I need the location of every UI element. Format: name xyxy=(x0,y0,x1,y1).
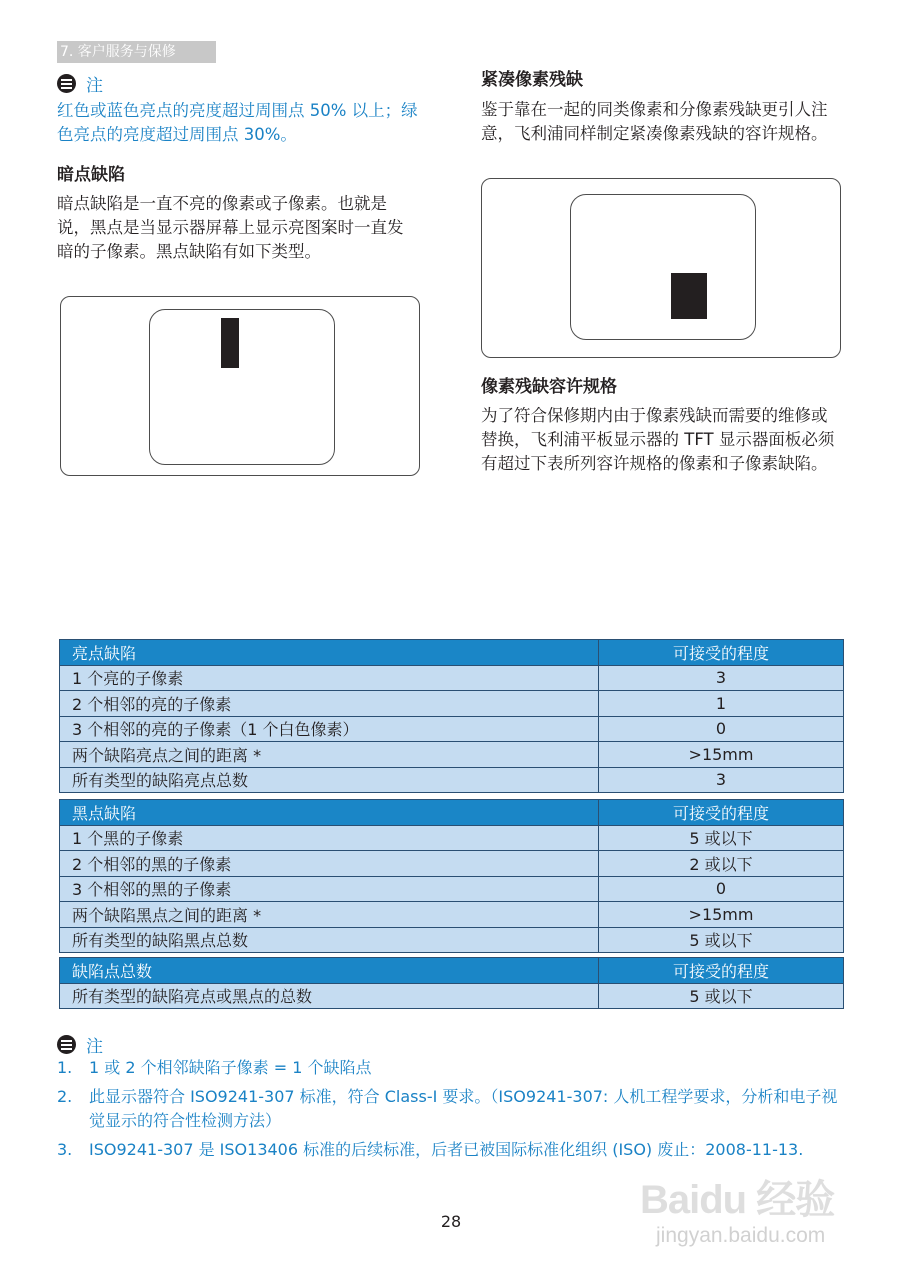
table-header-cell: 可接受的程度 xyxy=(599,640,844,666)
total-defect-table xyxy=(59,957,844,1009)
table-cell: 1 xyxy=(599,691,844,717)
table-cell: 3 个相邻的黑的子像素 xyxy=(60,876,599,902)
table-header-cell: 黑点缺陷 xyxy=(60,800,599,826)
table-row xyxy=(60,876,844,902)
table-row xyxy=(60,825,844,851)
table-cell: 1 个黑的子像素 xyxy=(60,825,599,851)
note-text: 红色或蓝色亮点的亮度超过周围点 50% 以上；绿色亮点的亮度超过周围点 30%。 xyxy=(57,101,418,144)
table-row xyxy=(60,902,844,928)
table-row xyxy=(60,716,844,742)
black-dot-table xyxy=(59,799,844,953)
table-cell: 所有类型的缺陷亮点或黑点的总数 xyxy=(60,983,599,1009)
watermark-logo: Baidu 经验 xyxy=(640,1178,835,1222)
table-cell: 3 xyxy=(599,665,844,691)
close-defect-heading: 紧凑像素残缺 xyxy=(481,70,583,90)
table-row xyxy=(60,665,844,691)
table-header-cell: 缺陷点总数 xyxy=(60,958,599,984)
tolerance-heading: 像素残缺容许规格 xyxy=(481,377,617,397)
dark-dot-figure xyxy=(60,296,420,476)
table-row xyxy=(60,983,844,1009)
list-item-text: 1 或 2 个相邻缺陷子像素 = 1 个缺陷点 xyxy=(89,1058,372,1077)
watermark-url: jingyan.baidu.com xyxy=(656,1224,826,1247)
note-heading xyxy=(57,71,103,96)
note-label: 注 xyxy=(86,76,103,96)
table-header-cell: 可接受的程度 xyxy=(599,800,844,826)
note-icon xyxy=(57,74,76,93)
table-row xyxy=(60,851,844,877)
table-cell: 5 或以下 xyxy=(599,825,844,851)
dark-dot-heading: 暗点缺陷 xyxy=(57,165,125,185)
table-cell: >15mm xyxy=(599,902,844,928)
list-item xyxy=(57,1138,847,1162)
table-cell: 所有类型的缺陷亮点总数 xyxy=(60,767,599,793)
notes-heading xyxy=(57,1032,103,1057)
dark-pixel-cluster xyxy=(671,273,707,319)
list-item-text: ISO9241-307 是 ISO13406 标准的后续标准，后者已被国际标准化组织 (ISO) 废止：2008-11-13. xyxy=(89,1140,804,1159)
table-cell: 2 或以下 xyxy=(599,851,844,877)
table-cell: 1 个亮的子像素 xyxy=(60,665,599,691)
screen-outline xyxy=(570,194,756,340)
table-cell: 0 xyxy=(599,716,844,742)
notes-label: 注 xyxy=(86,1037,103,1057)
note-icon xyxy=(57,1035,76,1054)
page-number: 28 xyxy=(440,1212,462,1231)
section-tab: 7. 客户服务与保修 xyxy=(57,41,216,63)
table-cell: 5 或以下 xyxy=(599,927,844,953)
table-cell: 3 xyxy=(599,767,844,793)
table-header-row xyxy=(60,800,844,826)
list-item-number: 1. xyxy=(57,1058,73,1077)
table-cell: 所有类型的缺陷黑点总数 xyxy=(60,927,599,953)
table-cell: 两个缺陷亮点之间的距离 * xyxy=(60,742,599,768)
table-header-cell: 可接受的程度 xyxy=(599,958,844,984)
table-row xyxy=(60,767,844,793)
table-header-row xyxy=(60,958,844,984)
notes-list xyxy=(57,1056,847,1167)
table-cell: 0 xyxy=(599,876,844,902)
list-item-number: 2. xyxy=(57,1087,73,1106)
list-item xyxy=(57,1056,847,1080)
table-cell: 2 个相邻的亮的子像素 xyxy=(60,691,599,717)
table-cell: >15mm xyxy=(599,742,844,768)
tolerance-text: 为了符合保修期内由于像素残缺而需要的维修或替换，飞利浦平板显示器的 TFT 显示器面板必须有超过下表所列容许规格的像素和子像素缺陷。 xyxy=(481,406,835,473)
table-row xyxy=(60,742,844,768)
dark-dot-text: 暗点缺陷是一直不亮的像素或子像素。也就是说，黑点是当显示器屏幕上显示亮图案时一直发暗的子像素。黑点缺陷有如下类型。 xyxy=(57,194,404,261)
table-row xyxy=(60,691,844,717)
list-item-number: 3. xyxy=(57,1140,73,1159)
table-cell: 3 个相邻的亮的子像素（1 个白色像素） xyxy=(60,716,599,742)
list-item-text: 此显示器符合 ISO9241-307 标准，符合 Class-I 要求。（ISO9241-307: 人机工程学要求，分析和电子视觉显示的符合性检测方法） xyxy=(89,1087,838,1130)
list-item xyxy=(57,1085,847,1133)
close-defect-figure xyxy=(481,178,841,358)
dark-subpixel xyxy=(221,318,239,368)
table-row xyxy=(60,927,844,953)
screen-outline xyxy=(149,309,335,465)
bright-dot-table xyxy=(59,639,844,793)
table-header-cell: 亮点缺陷 xyxy=(60,640,599,666)
table-cell: 两个缺陷黑点之间的距离 * xyxy=(60,902,599,928)
table-header-row xyxy=(60,640,844,666)
table-cell: 5 或以下 xyxy=(599,983,844,1009)
close-defect-text: 鉴于靠在一起的同类像素和分像素残缺更引人注意，飞利浦同样制定紧凑像素残缺的容许规格。 xyxy=(481,100,828,143)
table-cell: 2 个相邻的黑的子像素 xyxy=(60,851,599,877)
watermark xyxy=(640,1166,860,1266)
